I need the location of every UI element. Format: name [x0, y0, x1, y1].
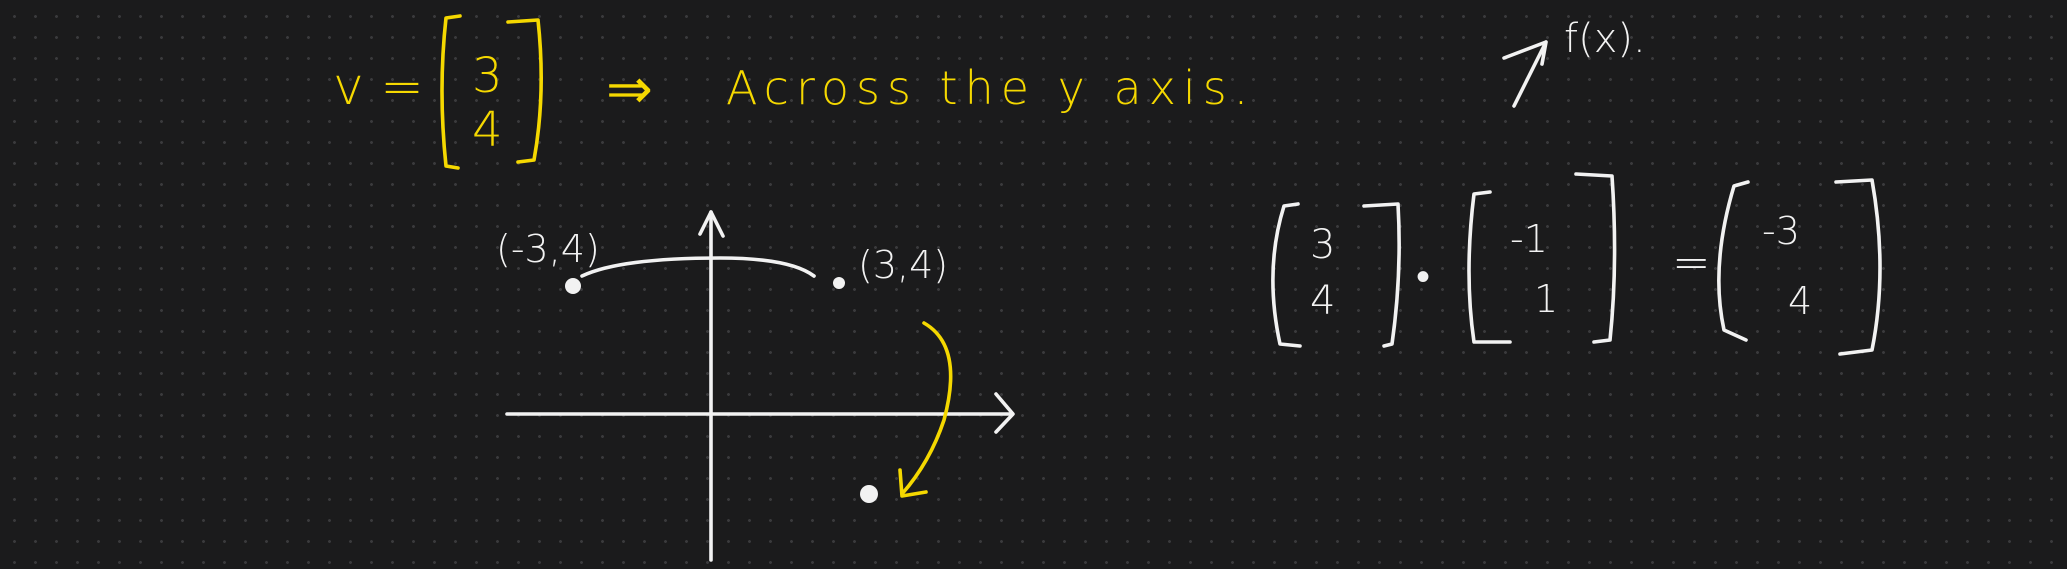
- reflection-arc: [582, 258, 814, 276]
- result-vector-right-bracket: [1836, 180, 1880, 354]
- result-vector-top: -3: [1762, 209, 1800, 253]
- dot-operator: •: [1416, 254, 1431, 300]
- reflected-below-point: [860, 485, 878, 503]
- result-vector-left-bracket: [1719, 182, 1748, 340]
- original-point: [833, 277, 845, 289]
- function-label: f(x).: [1564, 16, 1646, 62]
- transform-vector-bottom: 1: [1534, 277, 1559, 321]
- heading-vector-bottom: 4: [472, 102, 503, 158]
- vector-label: v =: [333, 57, 424, 117]
- heading-description: Across the y axis.: [726, 61, 1256, 115]
- left-vector-top: 3: [1310, 222, 1336, 268]
- heading-vector-top: 3: [472, 48, 503, 104]
- transform-vector-top: -1: [1510, 217, 1548, 261]
- function-note: [1504, 16, 1646, 106]
- heading-vector-right-bracket: [508, 20, 541, 162]
- heading-vector-left-bracket: [442, 16, 460, 168]
- result-vector-bottom: 4: [1788, 279, 1813, 323]
- north-east-arrow-icon: [1504, 42, 1546, 106]
- reflected-point: [565, 278, 581, 294]
- left-vector-left-bracket: [1273, 204, 1300, 346]
- heading: [333, 16, 1255, 168]
- left-vector-bottom: 4: [1310, 278, 1336, 324]
- implies-arrow: ⇒: [606, 57, 653, 122]
- reflection-graph: [496, 212, 1013, 560]
- equals-sign: =: [1672, 235, 1711, 289]
- curved-arrow-icon: [902, 323, 951, 494]
- matrix-equation: [1273, 174, 1880, 354]
- reflected-point-label: (-3,4): [496, 227, 600, 271]
- transform-vector-right-bracket: [1576, 174, 1615, 342]
- left-vector-right-bracket: [1364, 204, 1399, 346]
- original-point-label: (3,4): [858, 243, 949, 287]
- transform-vector-left-bracket: [1469, 192, 1510, 342]
